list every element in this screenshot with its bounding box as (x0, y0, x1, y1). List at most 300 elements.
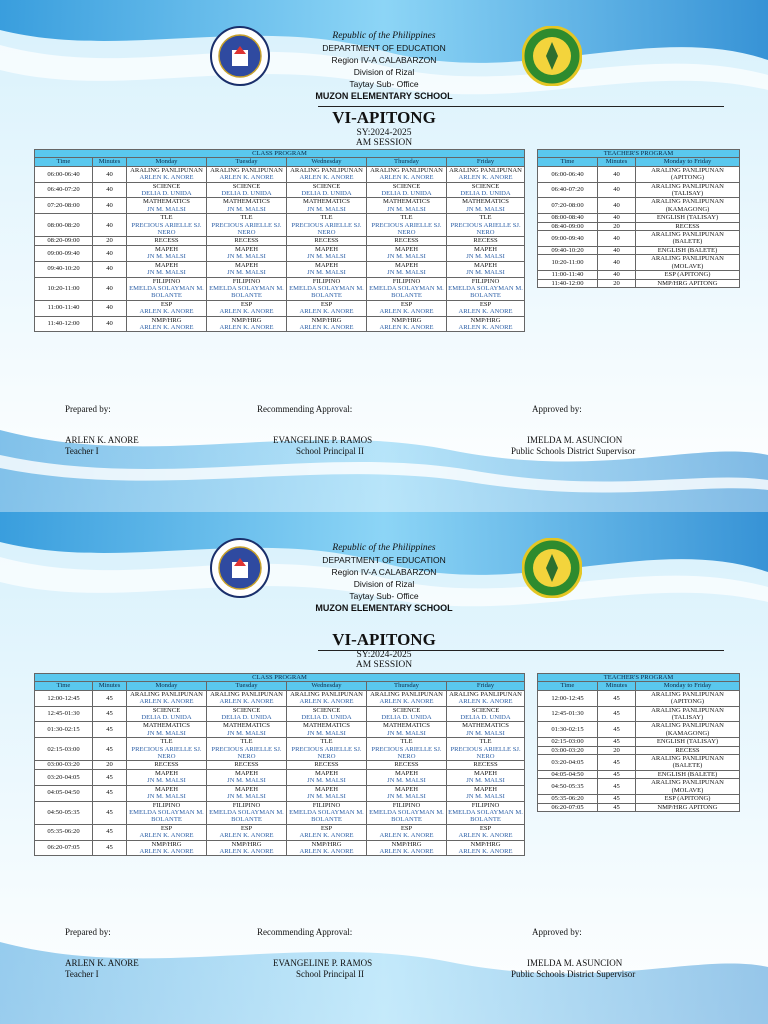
subject-cell (207, 738, 287, 761)
subject-cell (367, 316, 447, 332)
subject-name: SCIENCE (392, 706, 421, 714)
republic-line: Republic of the Philippines (332, 543, 436, 553)
subject-name: MATHEMATICS (383, 722, 430, 730)
teacher-name: JN M. MALSI (227, 269, 266, 277)
subject-cell: ESP (APITONG) (636, 271, 740, 279)
subject-name: RECESS (473, 761, 498, 769)
table-row (538, 271, 740, 279)
minutes-cell: 20 (93, 237, 127, 245)
prepared-name: ARLEN K. ANORE (65, 435, 139, 445)
time-cell: 08:00-08:20 (35, 214, 93, 237)
subject-cell (207, 277, 287, 300)
section-title: VI-APITONG (332, 108, 436, 127)
teacher-name: ARLEN K. ANORE (299, 698, 354, 706)
subject-name: ARALING PANLIPUNAN (449, 690, 522, 698)
column-header: Monday (127, 158, 207, 166)
subject-cell (287, 300, 367, 316)
time-cell: 10:20-11:00 (35, 277, 93, 300)
subject-name: ESP (160, 300, 173, 308)
teacher-program-title: TEACHER'S PROGRAM (538, 674, 740, 682)
subject-cell (127, 245, 207, 261)
recommending-name: EVANGELINE P. RAMOS (273, 958, 373, 968)
minutes-cell: 45 (598, 690, 636, 706)
subject-name: RECESS (234, 761, 259, 769)
minutes-cell: 20 (598, 279, 636, 287)
recommending-title: School Principal II (296, 969, 364, 979)
subject-cell (207, 261, 287, 277)
table-row (35, 769, 525, 785)
time-cell: 07:20-08:00 (538, 198, 598, 214)
letterhead (0, 542, 768, 614)
subject-name: NMP/HRG (470, 840, 501, 848)
subject-name: MATHEMATICS (143, 198, 190, 206)
subject-cell (447, 198, 525, 214)
table-row (538, 803, 740, 811)
teacher-name: ARLEN K. ANORE (139, 698, 194, 706)
subject-name: ESP (400, 300, 413, 308)
subject-name: FILIPINO (152, 277, 181, 285)
teacher-name: ARLEN K. ANORE (139, 174, 194, 182)
recommending-title: School Principal II (296, 446, 364, 456)
time-cell: 06:40-07:20 (538, 182, 598, 198)
subject-cell (367, 198, 447, 214)
subject-name: TLE (160, 214, 173, 222)
subject-cell: ARALING PANLIPUNAN (MOLAVE) (636, 255, 740, 271)
subject-cell (287, 801, 367, 824)
session-label: AM SESSION (355, 138, 413, 148)
recommending-block (257, 927, 457, 980)
subject-name: TLE (400, 214, 413, 222)
subject-cell (127, 824, 207, 840)
subject-cell (207, 722, 287, 738)
teacher-name: ARLEN K. ANORE (299, 323, 354, 331)
table-row (35, 198, 525, 214)
teacher-name: JN M. MALSI (147, 729, 186, 737)
teacher-name: EMELDA SOLAYMAN M. BOLANTE (209, 284, 284, 300)
teacher-name: PRECIOUS ARIELLE SJ. NERO (291, 745, 362, 761)
section-title: VI-APITONG (332, 630, 436, 649)
subject-name: FILIPINO (152, 801, 181, 809)
teacher-name: ARLEN K. ANORE (458, 323, 513, 331)
subject-cell (287, 277, 367, 300)
recommending-label: Recommending Approval: (257, 927, 353, 937)
subject-name: FILIPINO (232, 801, 261, 809)
subject-cell: ARALING PANLIPUNAN (BALETE) (636, 231, 740, 247)
teacher-name: PRECIOUS ARIELLE SJ. NERO (371, 745, 442, 761)
subject-cell (367, 761, 447, 769)
table-row (35, 237, 525, 245)
minutes-cell: 40 (93, 166, 127, 182)
table-row (538, 690, 740, 706)
subject-name: ESP (320, 300, 333, 308)
subject-cell (127, 316, 207, 332)
table-row (35, 824, 525, 840)
subject-cell (127, 785, 207, 801)
table-row (35, 316, 525, 332)
subject-name: MAPEH (394, 245, 419, 253)
teacher-name: DELIA D. UNIDA (141, 190, 192, 198)
school-year: SY:2024-2025 (356, 650, 412, 660)
subject-name: TLE (160, 738, 173, 746)
subject-name: SCIENCE (312, 182, 341, 190)
teacher-name: PRECIOUS ARIELLE SJ. NERO (291, 221, 362, 237)
time-cell: 11:00-11:40 (35, 300, 93, 316)
subject-name: SCIENCE (312, 706, 341, 714)
minutes-cell: 40 (598, 231, 636, 247)
subject-name: MAPEH (234, 785, 259, 793)
subject-name: NMP/HRG (470, 316, 501, 324)
teacher-name: EMELDA SOLAYMAN M. BOLANTE (289, 284, 364, 300)
table-row (538, 231, 740, 247)
teacher-name: ARLEN K. ANORE (379, 832, 434, 840)
subject-name: SCIENCE (392, 182, 421, 190)
subject-cell (367, 722, 447, 738)
subject-cell (207, 801, 287, 824)
table-title-row (538, 674, 740, 682)
subject-name: ARALING PANLIPUNAN (130, 690, 203, 698)
minutes-cell: 20 (598, 746, 636, 754)
teacher-name: PRECIOUS ARIELLE SJ. NERO (211, 221, 282, 237)
subject-name: NMP/HRG (311, 840, 342, 848)
subject-cell (367, 245, 447, 261)
subject-name: ARALING PANLIPUNAN (370, 166, 443, 174)
teacher-name: PRECIOUS ARIELLE SJ. NERO (371, 221, 442, 237)
subject-cell: RECESS (636, 222, 740, 230)
subject-name: RECESS (234, 237, 259, 245)
teacher-name: ARLEN K. ANORE (139, 832, 194, 840)
table-row (538, 722, 740, 738)
table-row (538, 222, 740, 230)
subject-name: SCIENCE (471, 182, 500, 190)
approved-name: IMELDA M. ASUNCION (527, 435, 623, 445)
subject-cell (287, 840, 367, 856)
subject-cell (207, 824, 287, 840)
schedule-sheet-pm (0, 512, 768, 1024)
teacher-name: ARLEN K. ANORE (458, 847, 513, 855)
time-cell: 04:50-05:35 (35, 801, 93, 824)
subject-cell (207, 840, 287, 856)
subject-cell (367, 261, 447, 277)
teacher-name: JN M. MALSI (147, 269, 186, 277)
subject-cell (127, 690, 207, 706)
time-cell: 07:20-08:00 (35, 198, 93, 214)
time-cell: 11:40-12:00 (35, 316, 93, 332)
subject-cell (287, 761, 367, 769)
time-cell: 12:00-12:45 (35, 690, 93, 706)
subject-name: MATHEMATICS (303, 198, 350, 206)
subject-cell (127, 237, 207, 245)
subject-name: ESP (479, 300, 492, 308)
minutes-cell: 45 (93, 722, 127, 738)
minutes-cell: 40 (93, 182, 127, 198)
approved-label: Approved by: (532, 404, 582, 414)
teacher-name: ARLEN K. ANORE (458, 698, 513, 706)
table-row (35, 801, 525, 824)
subject-name: RECESS (314, 761, 339, 769)
table-header-row (538, 682, 740, 690)
teacher-name: ARLEN K. ANORE (379, 308, 434, 316)
recommending-name: EVANGELINE P. RAMOS (273, 435, 373, 445)
division-line: Division of Rizal (353, 67, 415, 77)
minutes-cell: 45 (598, 722, 636, 738)
teacher-name: JN M. MALSI (307, 269, 346, 277)
subject-name: NMP/HRG (311, 316, 342, 324)
subject-cell: ESP (APITONG) (636, 795, 740, 803)
subject-name: MAPEH (154, 785, 179, 793)
minutes-cell: 20 (598, 222, 636, 230)
subject-cell (447, 769, 525, 785)
subject-cell (447, 237, 525, 245)
minutes-cell: 40 (598, 246, 636, 254)
subject-name: TLE (240, 738, 253, 746)
subject-cell (287, 198, 367, 214)
teacher-name: ARLEN K. ANORE (219, 174, 274, 182)
table-row (35, 761, 525, 769)
time-cell: 03:00-03:20 (538, 746, 598, 754)
table-row (538, 198, 740, 214)
teacher-program-table (537, 149, 740, 288)
subject-cell (447, 801, 525, 824)
subject-cell: RECESS (636, 746, 740, 754)
subject-name: ARALING PANLIPUNAN (370, 690, 443, 698)
column-header: Monday to Friday (636, 682, 740, 690)
subject-name: MATHEMATICS (223, 722, 270, 730)
header-divider (318, 106, 724, 107)
teacher-name: ARLEN K. ANORE (299, 308, 354, 316)
teacher-name: DELIA D. UNIDA (221, 714, 272, 722)
subject-name: RECESS (394, 237, 419, 245)
subject-cell (207, 300, 287, 316)
approved-name: IMELDA M. ASUNCION (527, 958, 623, 968)
table-row (35, 182, 525, 198)
minutes-cell: 20 (93, 761, 127, 769)
teacher-name: EMELDA SOLAYMAN M. BOLANTE (369, 808, 444, 824)
subject-cell (367, 300, 447, 316)
subject-name: NMP/HRG (151, 840, 182, 848)
subject-name: NMP/HRG (231, 840, 262, 848)
school-line: MUZON ELEMENTARY SCHOOL (315, 91, 453, 101)
minutes-cell: 45 (93, 840, 127, 856)
subject-name: MATHEMATICS (462, 198, 509, 206)
column-header: Wednesday (287, 158, 367, 166)
column-header: Minutes (598, 682, 636, 690)
teacher-name: JN M. MALSI (387, 253, 426, 261)
approved-by-block (511, 404, 711, 457)
time-cell: 08:40-09:00 (538, 222, 598, 230)
minutes-cell: 40 (598, 214, 636, 222)
time-cell: 08:00-08:40 (538, 214, 598, 222)
table-header-row (35, 158, 525, 166)
table-row (538, 706, 740, 722)
table-row (35, 300, 525, 316)
subject-cell: ARALING PANLIPUNAN (KAMAGONG) (636, 722, 740, 738)
subject-cell (207, 785, 287, 801)
time-cell: 03:00-03:20 (35, 761, 93, 769)
subject-name: FILIPINO (392, 277, 421, 285)
time-cell: 06:20-07:05 (35, 840, 93, 856)
minutes-cell: 40 (598, 166, 636, 182)
minutes-cell: 45 (598, 779, 636, 795)
column-header: Friday (447, 682, 525, 690)
table-row (35, 261, 525, 277)
minutes-cell: 45 (93, 824, 127, 840)
time-cell: 12:45-01:30 (35, 706, 93, 722)
subject-name: FILIPINO (392, 801, 421, 809)
subject-name: RECESS (314, 237, 339, 245)
time-cell: 12:45-01:30 (538, 706, 598, 722)
minutes-cell: 45 (598, 770, 636, 778)
subject-cell (367, 237, 447, 245)
table-title-row (35, 674, 525, 682)
teacher-name: JN M. MALSI (227, 729, 266, 737)
subject-cell (207, 166, 287, 182)
teacher-name: ARLEN K. ANORE (219, 698, 274, 706)
recommending-block (257, 404, 457, 457)
subject-cell (127, 738, 207, 761)
subject-name: RECESS (154, 237, 179, 245)
time-cell: 09:00-09:40 (538, 231, 598, 247)
subject-name: ESP (160, 824, 173, 832)
subject-cell (127, 706, 207, 722)
prepared-by-block (65, 927, 139, 980)
subject-cell (447, 277, 525, 300)
subject-cell (447, 245, 525, 261)
teacher-name: JN M. MALSI (387, 729, 426, 737)
minutes-cell: 40 (93, 198, 127, 214)
minutes-cell: 45 (598, 795, 636, 803)
subject-name: MATHEMATICS (223, 198, 270, 206)
subject-name: NMP/HRG (151, 316, 182, 324)
subject-cell (207, 214, 287, 237)
subject-cell (287, 706, 367, 722)
subject-cell (287, 785, 367, 801)
subject-cell (367, 277, 447, 300)
subject-name: ARALING PANLIPUNAN (210, 690, 283, 698)
time-cell: 05:35-06:20 (538, 795, 598, 803)
time-cell: 10:20-11:00 (538, 255, 598, 271)
subject-cell (447, 166, 525, 182)
region-line: Region IV-A CALABARZON (331, 55, 437, 65)
subject-cell: ARALING PANLIPUNAN (TALISAY) (636, 706, 740, 722)
table-row (538, 779, 740, 795)
subject-name: FILIPINO (471, 801, 500, 809)
class-program-table (34, 673, 525, 856)
teacher-name: JN M. MALSI (387, 269, 426, 277)
table-row (538, 738, 740, 746)
subject-name: SCIENCE (152, 182, 181, 190)
column-header: Monday to Friday (636, 158, 740, 166)
subject-cell (127, 182, 207, 198)
subject-cell: ARALING PANLIPUNAN (APITONG) (636, 166, 740, 182)
time-cell: 02:15-03:00 (35, 738, 93, 761)
teacher-name: ARLEN K. ANORE (379, 323, 434, 331)
office-line: Taytay Sub- Office (349, 79, 419, 89)
teacher-name: JN M. MALSI (227, 253, 266, 261)
teacher-name: JN M. MALSI (466, 729, 505, 737)
teacher-name: PRECIOUS ARIELLE SJ. NERO (131, 221, 202, 237)
subject-name: TLE (320, 214, 333, 222)
teacher-name: PRECIOUS ARIELLE SJ. NERO (450, 221, 521, 237)
letterhead (0, 30, 768, 102)
teacher-name: PRECIOUS ARIELLE SJ. NERO (211, 745, 282, 761)
column-header: Time (35, 158, 93, 166)
time-cell: 06:00-06:40 (538, 166, 598, 182)
column-header: Time (35, 682, 93, 690)
teacher-name: JN M. MALSI (307, 729, 346, 737)
subject-name: NMP/HRG (391, 840, 422, 848)
column-header: Monday (127, 682, 207, 690)
subject-cell: ARALING PANLIPUNAN (APITONG) (636, 690, 740, 706)
subject-cell: ARALING PANLIPUNAN (MOLAVE) (636, 779, 740, 795)
teacher-name: JN M. MALSI (227, 793, 266, 801)
column-header: Wednesday (287, 682, 367, 690)
subject-cell (367, 706, 447, 722)
subject-cell (127, 261, 207, 277)
column-header: Tuesday (207, 682, 287, 690)
minutes-cell: 45 (93, 801, 127, 824)
subject-cell (287, 261, 367, 277)
subject-cell (447, 706, 525, 722)
teacher-name: DELIA D. UNIDA (301, 714, 352, 722)
subject-cell: ENGLISH (BALETE) (636, 770, 740, 778)
minutes-cell: 40 (598, 198, 636, 214)
table-header-row (538, 158, 740, 166)
teacher-name: ARLEN K. ANORE (219, 832, 274, 840)
subject-cell (447, 690, 525, 706)
minutes-cell: 45 (598, 706, 636, 722)
table-row (538, 746, 740, 754)
time-cell: 09:40-10:20 (35, 261, 93, 277)
subject-cell (207, 198, 287, 214)
subject-name: MAPEH (473, 261, 498, 269)
subject-cell (127, 277, 207, 300)
school-year: SY:2024-2025 (356, 128, 412, 138)
teacher-name: JN M. MALSI (466, 205, 505, 213)
subject-cell (447, 824, 525, 840)
teacher-program-table (537, 673, 740, 812)
subject-cell: ENGLISH (BALETE) (636, 246, 740, 254)
table-row (35, 166, 525, 182)
teacher-name: JN M. MALSI (147, 793, 186, 801)
time-cell: 11:40-12:00 (538, 279, 598, 287)
table-row (538, 279, 740, 287)
teacher-name: JN M. MALSI (147, 777, 186, 785)
time-cell: 05:35-06:20 (35, 824, 93, 840)
teacher-name: ARLEN K. ANORE (139, 323, 194, 331)
minutes-cell: 40 (93, 261, 127, 277)
table-row (538, 770, 740, 778)
minutes-cell: 40 (598, 255, 636, 271)
teacher-name: JN M. MALSI (466, 253, 505, 261)
column-header: Time (538, 158, 598, 166)
subject-cell (287, 316, 367, 332)
table-header-row (35, 682, 525, 690)
subject-name: FILIPINO (232, 277, 261, 285)
table-row (35, 785, 525, 801)
time-cell: 04:05-04:50 (35, 785, 93, 801)
subject-cell (287, 237, 367, 245)
subject-cell (287, 245, 367, 261)
subject-cell (447, 722, 525, 738)
subject-name: MAPEH (314, 785, 339, 793)
subject-cell (367, 166, 447, 182)
subject-cell (447, 300, 525, 316)
subject-name: FILIPINO (471, 277, 500, 285)
teacher-name: EMELDA SOLAYMAN M. BOLANTE (129, 284, 204, 300)
subject-cell (207, 706, 287, 722)
column-header: Thursday (367, 682, 447, 690)
subject-name: MAPEH (314, 261, 339, 269)
